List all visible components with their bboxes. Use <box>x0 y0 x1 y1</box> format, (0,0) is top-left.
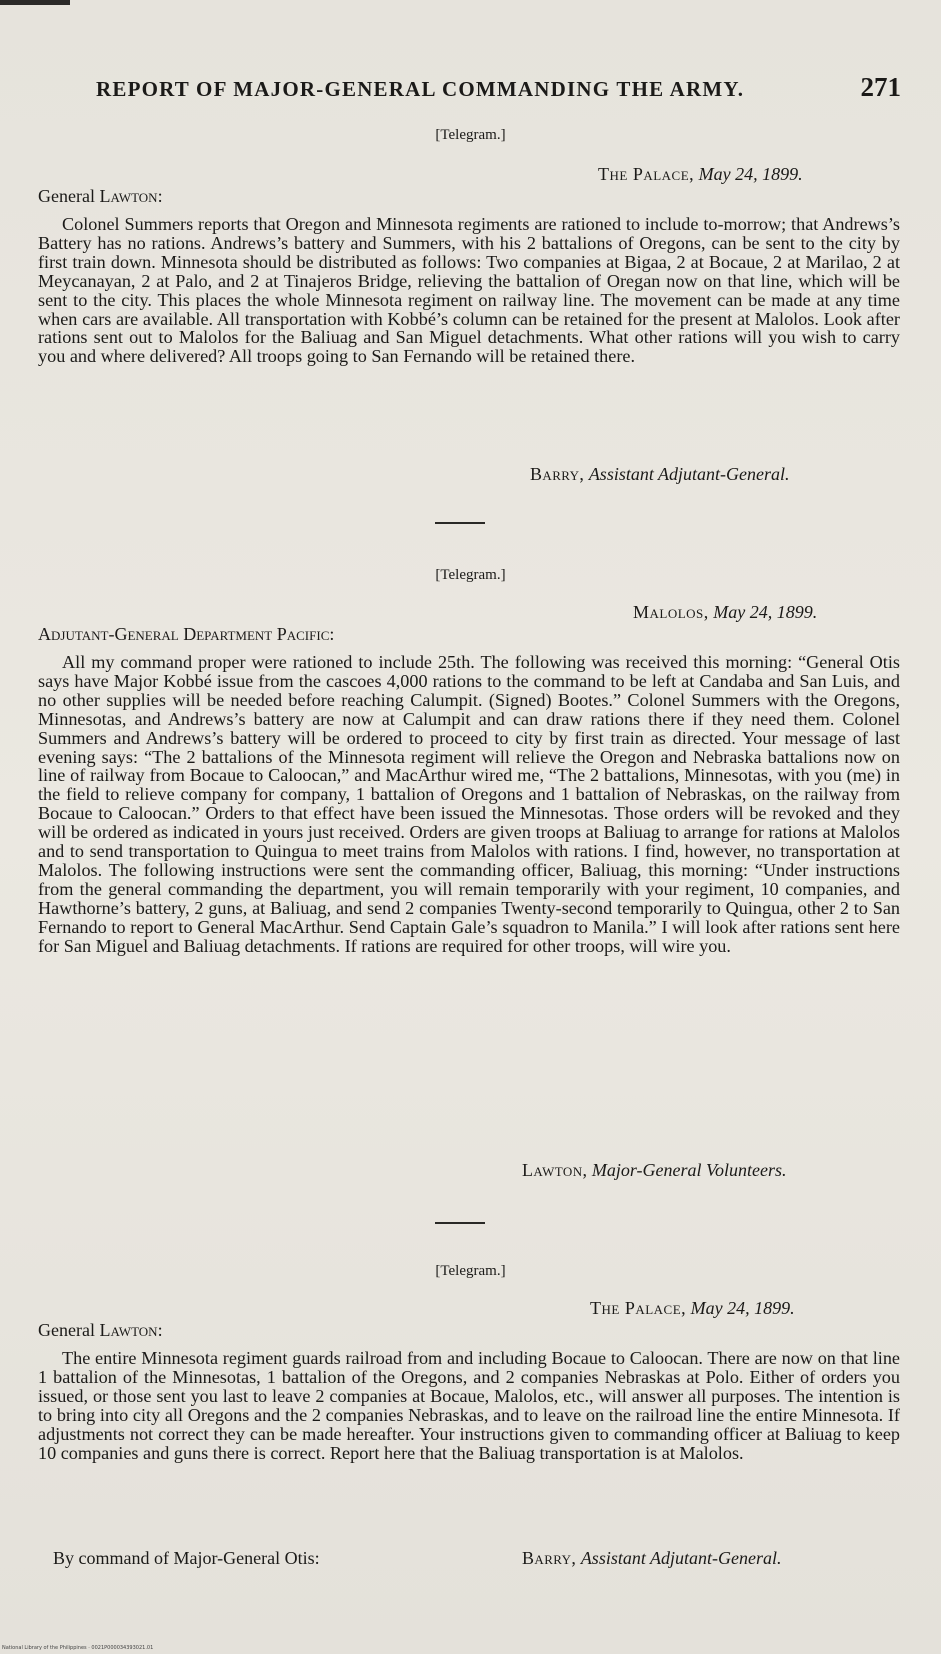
dateline-place: Malolos, <box>633 602 709 622</box>
addressee-name: Lawton: <box>99 1320 163 1340</box>
section-divider <box>435 1222 485 1224</box>
signature-title: Assistant Adjutant-General. <box>588 464 790 484</box>
dateline-date: May 24, 1899. <box>698 164 803 184</box>
signature <box>522 1160 787 1181</box>
signature <box>522 1548 781 1569</box>
scan-corner-mark <box>0 0 70 5</box>
dateline <box>590 1298 795 1319</box>
dateline-place: The Palace, <box>590 1298 687 1318</box>
page-number: 271 <box>860 72 901 102</box>
telegram-label: [Telegram.] <box>435 1263 506 1279</box>
dateline <box>598 164 803 185</box>
telegram-body: The entire Minnesota regiment guards railroad from and including Bocaue to Caloocan. There are now on that line 1 battalion of the Minnesotas, 1 battalion of the Oregons, and 2 companies Nebraskas at Polo. Either of orders you issued, or those sent you last to leave 2 companies at Bocaue, Malolos, etc., will answer all purposes. The intention is to bring into city all Oregons and the 2 companies Nebraskas, and to leave on the railroad line the entire Minnesota. If adjustments not correct they can be made hereafter. Your instructions given to commanding officer at Baliuag to keep 10 companies and guns there is correct. Report here that the Baliuag transportation is at Malolos. <box>38 1348 900 1463</box>
telegram-label: [Telegram.] <box>435 127 506 143</box>
addressee <box>38 1320 163 1341</box>
signature-title: Assistant Adjutant-General. <box>580 1548 782 1568</box>
scan-credit: National Library of the Philippines · 0021P000034393021.01 <box>2 1645 154 1651</box>
addressee <box>38 624 334 645</box>
running-head <box>96 72 901 103</box>
dateline-place: The Palace, <box>598 164 695 184</box>
telegram-label: [Telegram.] <box>435 567 506 583</box>
section-divider <box>435 522 485 524</box>
telegram-body: All my command proper were rationed to include 25th. The following was received this morning: “General Otis says have Major Kobbé issue from the cascoes 4,000 rations to the command to be left at Candaba and San Luis, and no other supplies will be needed before reaching Calumpit. (Signed) Bootes.” Colonel Summers with the Oregons, Minnesotas, and Andrews’s battery are now at Calumpit and can draw rations there if they need them. Colonel Summers and Andrews’s battery will be ordered to proceed to city by first train as directed. Your message of last evening says: “The 2 battalions of the Minnesota regiment will relieve the Oregon and Nebraska battalions now on line of railway from Bocaue to Caloocan,” and MacArthur wired me, “The 2 battalions, Minnesotas, with you (me) in the field to relieve company for company, 1 battalion of Oregons and 1 battalion of Nebraskas, on the railway from Bocaue to Caloocan.” Orders to that effect have been issued the Minnesotas. Those orders will be revoked and they will be ordered as indicated in yours just received. Orders are given troops at Baliuag to arrange for rations at Malolos and to send transportation to Quingua to meet trains from Malolos with rations. I find, however, no transportation at Malolos. The following instructions were sent the commanding officer, Baliuag, this morning: “Under instructions from the general commanding the department, you will remain temporarily with your regiment, 10 companies, and Hawthorne’s battery, 2 guns, at Baliuag, and send 2 companies Twenty-second temporarily to Quingua, other 2 to San Fernando to report to General MacArthur. Send Captain Gale’s squadron to Manila.” I will look after rations sent here for San Miguel and Baliuag detachments. If rations are required for other troops, will wire you. <box>38 652 900 956</box>
signature <box>530 464 789 485</box>
addressee <box>38 186 163 207</box>
dateline-date: May 24, 1899. <box>690 1298 795 1318</box>
dateline <box>633 602 817 623</box>
running-head-title: REPORT OF MAJOR-GENERAL COMMANDING THE ARMY. <box>96 77 745 101</box>
telegram-body: Colonel Summers reports that Oregon and Minnesota regiments are rationed to include to-morrow; that Andrews’s Battery has no rations. Andrews’s battery and Summers, with his 2 battalions of Oregons, can be sent to the city by first train down. Minnesota should be distributed as follows: Two companies at Bigaa, 2 at Bocaue, 2 at Marilao, 2 at Meycanayan, 2 at Palo, and 2 at Tinajeros Bridge, relieving the battalion of Oregan now on that line, which will be sent to the city. This places the whole Minnesota regiment on railway line. The movement can be made at any time when cars are available. All transportation with Kobbé’s column can be retained for the present at Malolos. Look after rations sent out to Malolos for the Baliuag and San Miguel detachments. What other rations will you wish to carry you and where delivered? All troops going to San Fernando will be retained there. <box>38 214 900 367</box>
signature-name: Lawton, <box>522 1160 588 1180</box>
addressee-name: Lawton: <box>99 186 163 206</box>
addressee-name: Adjutant-General Department Pacific: <box>38 624 335 644</box>
addressee-prefix: General <box>38 186 100 206</box>
signature-name: Barry, <box>522 1548 577 1568</box>
signature-title: Major-General Volunteers. <box>591 1160 787 1180</box>
dateline-date: May 24, 1899. <box>713 602 818 622</box>
signature-name: Barry, <box>530 464 585 484</box>
closing-line: By command of Major-General Otis: <box>53 1548 320 1568</box>
addressee-prefix: General <box>38 1320 100 1340</box>
